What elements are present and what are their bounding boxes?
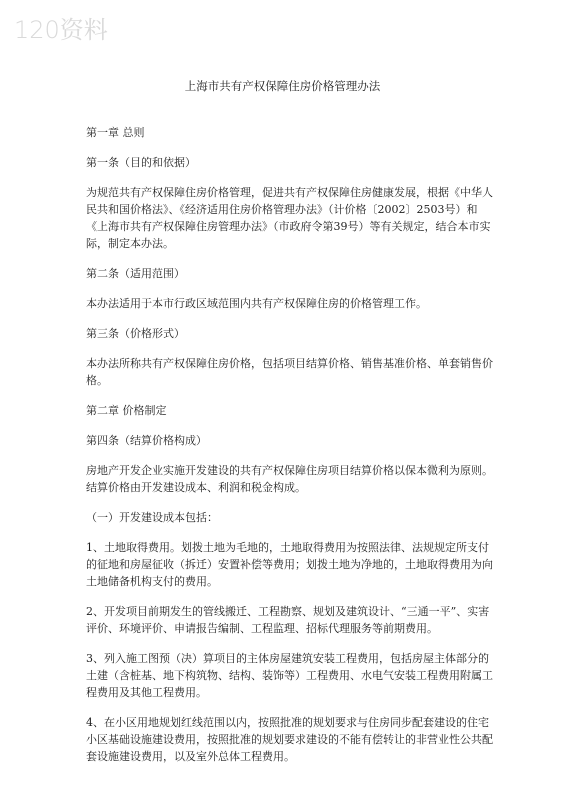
chapter-heading: 第二章 价格制定 (86, 404, 167, 417)
sub-heading: （一）开发建设成本包括： (86, 511, 218, 524)
article-heading: 第四条（结算价格构成） (86, 434, 207, 447)
document-body (86, 124, 498, 778)
paragraph: 本办法适用于本市行政区域范围内共有产权保障住房的价格管理工作。 (86, 297, 427, 310)
article-heading: 第二条（适用范围） (86, 267, 185, 280)
article-heading: 第一条（目的和依据） (86, 156, 196, 169)
article-heading: 第三条（价格形式） (86, 327, 185, 340)
watermark-logo: 120资料 (14, 16, 108, 44)
list-item: 4、在小区用地规划红线范围以内，按照批准的规划要求与住房同步配套建设的住宅小区基础设施建设费用，按照批准的规划要求建设的不能有偿转让的非营业性公共配套设施建设费用，以及室外总体工程费用。 (86, 716, 493, 763)
list-item: 1、土地取得费用。划拨土地为毛地的，土地取得费用为按照法律、法规规定所支付的征地和房屋征收（拆迁）安置补偿等费用；划拨土地为净地的，土地取得费用为向土地储备机构支付的费用。 (86, 541, 493, 588)
document-title: 上海市共有产权保障住房价格管理办法 (184, 79, 381, 93)
list-item: 2、开发项目前期发生的管线搬迁、工程勘察、规划及建筑设计、“三通一平”、实害评价、环境评价、申请报告编制、工程监理、招标代理服务等前期费用。 (86, 605, 490, 635)
paragraph: 为规范共有产权保障住房价格管理，促进共有产权保障住房健康发展，根据《中华人民共和国价格法》、《经济适用住房价格管理办法》（计价格〔2002〕2503号）和《上海市共有产权保障住房管理办法》（市政府令第39号）等有关规定，结合本市实际，制定本办法。 (86, 186, 493, 250)
paragraph: 房地产开发企业实施开发建设的共有产权保障住房项目结算价格以保本微利为原则。结算价格由开发建设成本、利润和税金构成。 (86, 464, 493, 494)
paragraph: 本办法所称共有产权保障住房价格，包括项目结算价格、销售基准价格、单套销售价格。 (86, 357, 493, 387)
list-item: 3、列入施工图预（决）算项目的主体房屋建筑安装工程费用，包括房屋主体部分的土建（含桩基、地下构筑物、结构、装饰等）工程费用、水电气安装工程费用附属工程费用及其他工程费用。 (86, 652, 493, 699)
chapter-heading: 第一章 总则 (86, 126, 145, 139)
